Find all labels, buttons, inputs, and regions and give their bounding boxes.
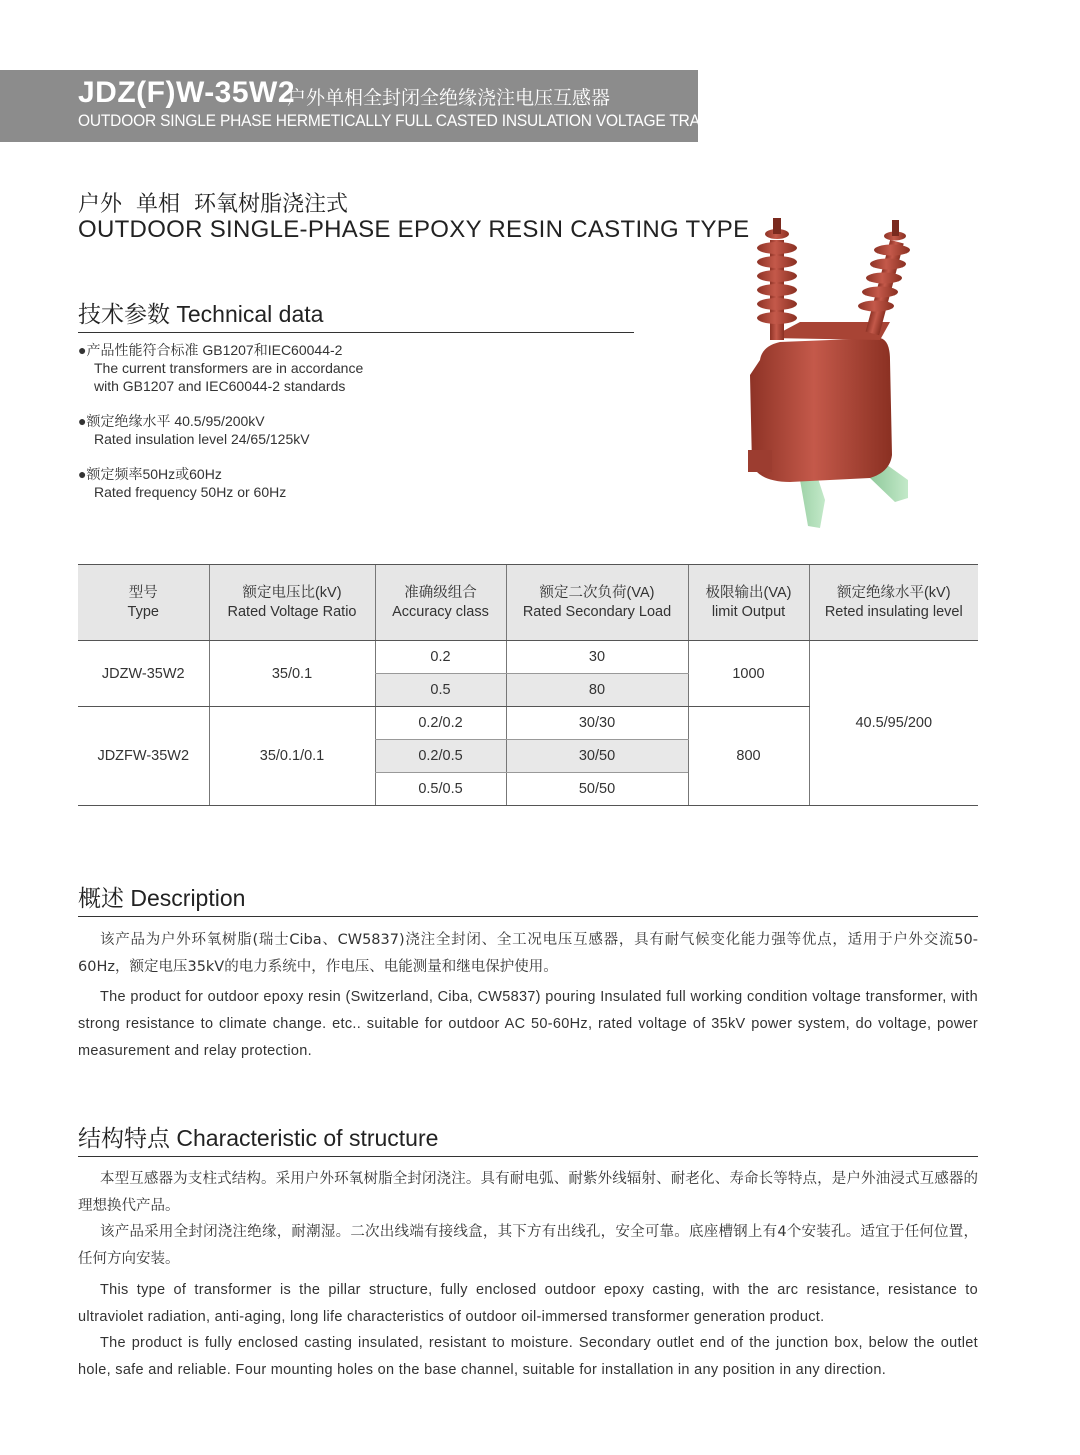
bullet-cn: ●额定频率50Hz或60Hz bbox=[78, 466, 222, 482]
bullet-standard bbox=[78, 341, 363, 395]
structure-heading: 结构特点 Characteristic of structure bbox=[78, 1120, 978, 1157]
cell-load: 30 bbox=[506, 641, 688, 674]
technical-heading: 技术参数 Technical data bbox=[78, 296, 634, 333]
bullet-en: The current transformers are in accordance with GB1207 and IEC60044-2 standards bbox=[94, 360, 364, 394]
cell-limit: 1000 bbox=[688, 641, 809, 707]
table-header-row bbox=[78, 565, 978, 641]
structure-cn-1: 本型互感器为支柱式结构。采用户外环氧树脂全封闭浇注。具有耐电弧、耐紫外线辐射、耐老化、寿命长等特点，是户外油浸式互感器的理想换代产品。 bbox=[78, 1171, 978, 1214]
subtitle-cn: 户外 单相 环氧树脂浇注式 bbox=[78, 192, 348, 217]
bullet-cn: ●额定绝缘水平 40.5/95/200kV bbox=[78, 413, 265, 429]
cell-accuracy: 0.2 bbox=[375, 641, 506, 674]
table-row bbox=[78, 641, 978, 674]
cell-accuracy: 0.5/0.5 bbox=[375, 773, 506, 806]
model-number: JDZ(F)W-35W2 bbox=[78, 76, 296, 109]
cell-load: 50/50 bbox=[506, 773, 688, 806]
structure-en-1: This type of transformer is the pillar structure, fully enclosed outdoor epoxy casting, with the arc resistance, resistance to ultraviolet radiation, anti-aging, long life characteristics of outdoor oil-immersed transformer generation product. bbox=[78, 1282, 978, 1325]
description-cn: 该产品为户外环氧树脂(瑞士Ciba、CW5837)浇注全封闭、全工况电压互感器，具有耐气候变化能力强等优点，适用于户外交流50-60Hz，额定电压35kV的电力系统中，作电压、电能测量和继电保护使用。 bbox=[78, 932, 978, 975]
description-en: The product for outdoor epoxy resin (Switzerland, Ciba, CW5837) pouring Insulated full working condition voltage transformer, with strong resistance to climate change. etc.. suitable for outdoor AC 50-60Hz, rated voltage of 35kV power system, do voltage, power measurement and relay protection. bbox=[78, 989, 978, 1059]
cell-accuracy: 0.2/0.5 bbox=[375, 740, 506, 773]
bullet-frequency bbox=[78, 465, 286, 501]
title-cn: 户外单相全封闭全绝缘浇注电压互感器 bbox=[287, 87, 611, 109]
cell-accuracy: 0.5 bbox=[375, 674, 506, 707]
col-load: 额定二次负荷(VA) Rated Secondary Load bbox=[506, 565, 688, 641]
structure-en-2: The product is fully enclosed casting insulated, resistant to moisture. Secondary outlet end of the junction box, below the outlet hole, safe and reliable. Four mounting holes on the base channel, suitable for installation in any position in any direction. bbox=[78, 1335, 978, 1378]
bullet-en: Rated frequency 50Hz or 60Hz bbox=[94, 484, 287, 500]
cell-load: 80 bbox=[506, 674, 688, 707]
cell-load: 30/50 bbox=[506, 740, 688, 773]
cell-insulation: 40.5/95/200 bbox=[809, 641, 978, 806]
cell-ratio: 35/0.1 bbox=[209, 641, 375, 707]
cell-load: 30/30 bbox=[506, 707, 688, 740]
col-type: 型号 Type bbox=[78, 565, 209, 641]
cell-ratio: 35/0.1/0.1 bbox=[209, 707, 375, 806]
bullet-insulation bbox=[78, 412, 310, 448]
bullet-en: Rated insulation level 24/65/125kV bbox=[94, 431, 310, 447]
cell-limit: 800 bbox=[688, 707, 809, 806]
col-limit: 极限输出(VA) limit Output bbox=[688, 565, 809, 641]
col-insulation: 额定绝缘水平(kV) Reted insulating level bbox=[809, 565, 978, 641]
subtitle-en: OUTDOOR SINGLE-PHASE EPOXY RESIN CASTING TYPE bbox=[78, 216, 750, 243]
title-en: OUTDOOR SINGLE PHASE HERMETICALLY FULL CASTED INSULATION VOLTAGE TRANSFORMER bbox=[78, 112, 788, 130]
description-heading: 概述 Description bbox=[78, 880, 978, 917]
cell-accuracy: 0.2/0.2 bbox=[375, 707, 506, 740]
structure-cn-2: 该产品采用全封闭浇注绝缘，耐潮湿。二次出线端有接线盒，其下方有出线孔，安全可靠。底座槽钢上有4个安装孔。适宜于任何位置，任何方向安装。 bbox=[78, 1224, 978, 1267]
voltage-transformer-icon bbox=[730, 210, 930, 530]
cell-type: JDZW-35W2 bbox=[78, 641, 209, 707]
spec-table bbox=[78, 564, 978, 806]
col-accuracy: 准确级组合 Accuracy class bbox=[375, 565, 506, 641]
header-banner bbox=[0, 70, 788, 142]
col-ratio: 额定电压比(kV) Rated Voltage Ratio bbox=[209, 565, 375, 641]
bullet-cn: ●产品性能符合标准 GB1207和IEC60044-2 bbox=[78, 342, 343, 358]
cell-type: JDZFW-35W2 bbox=[78, 707, 209, 806]
